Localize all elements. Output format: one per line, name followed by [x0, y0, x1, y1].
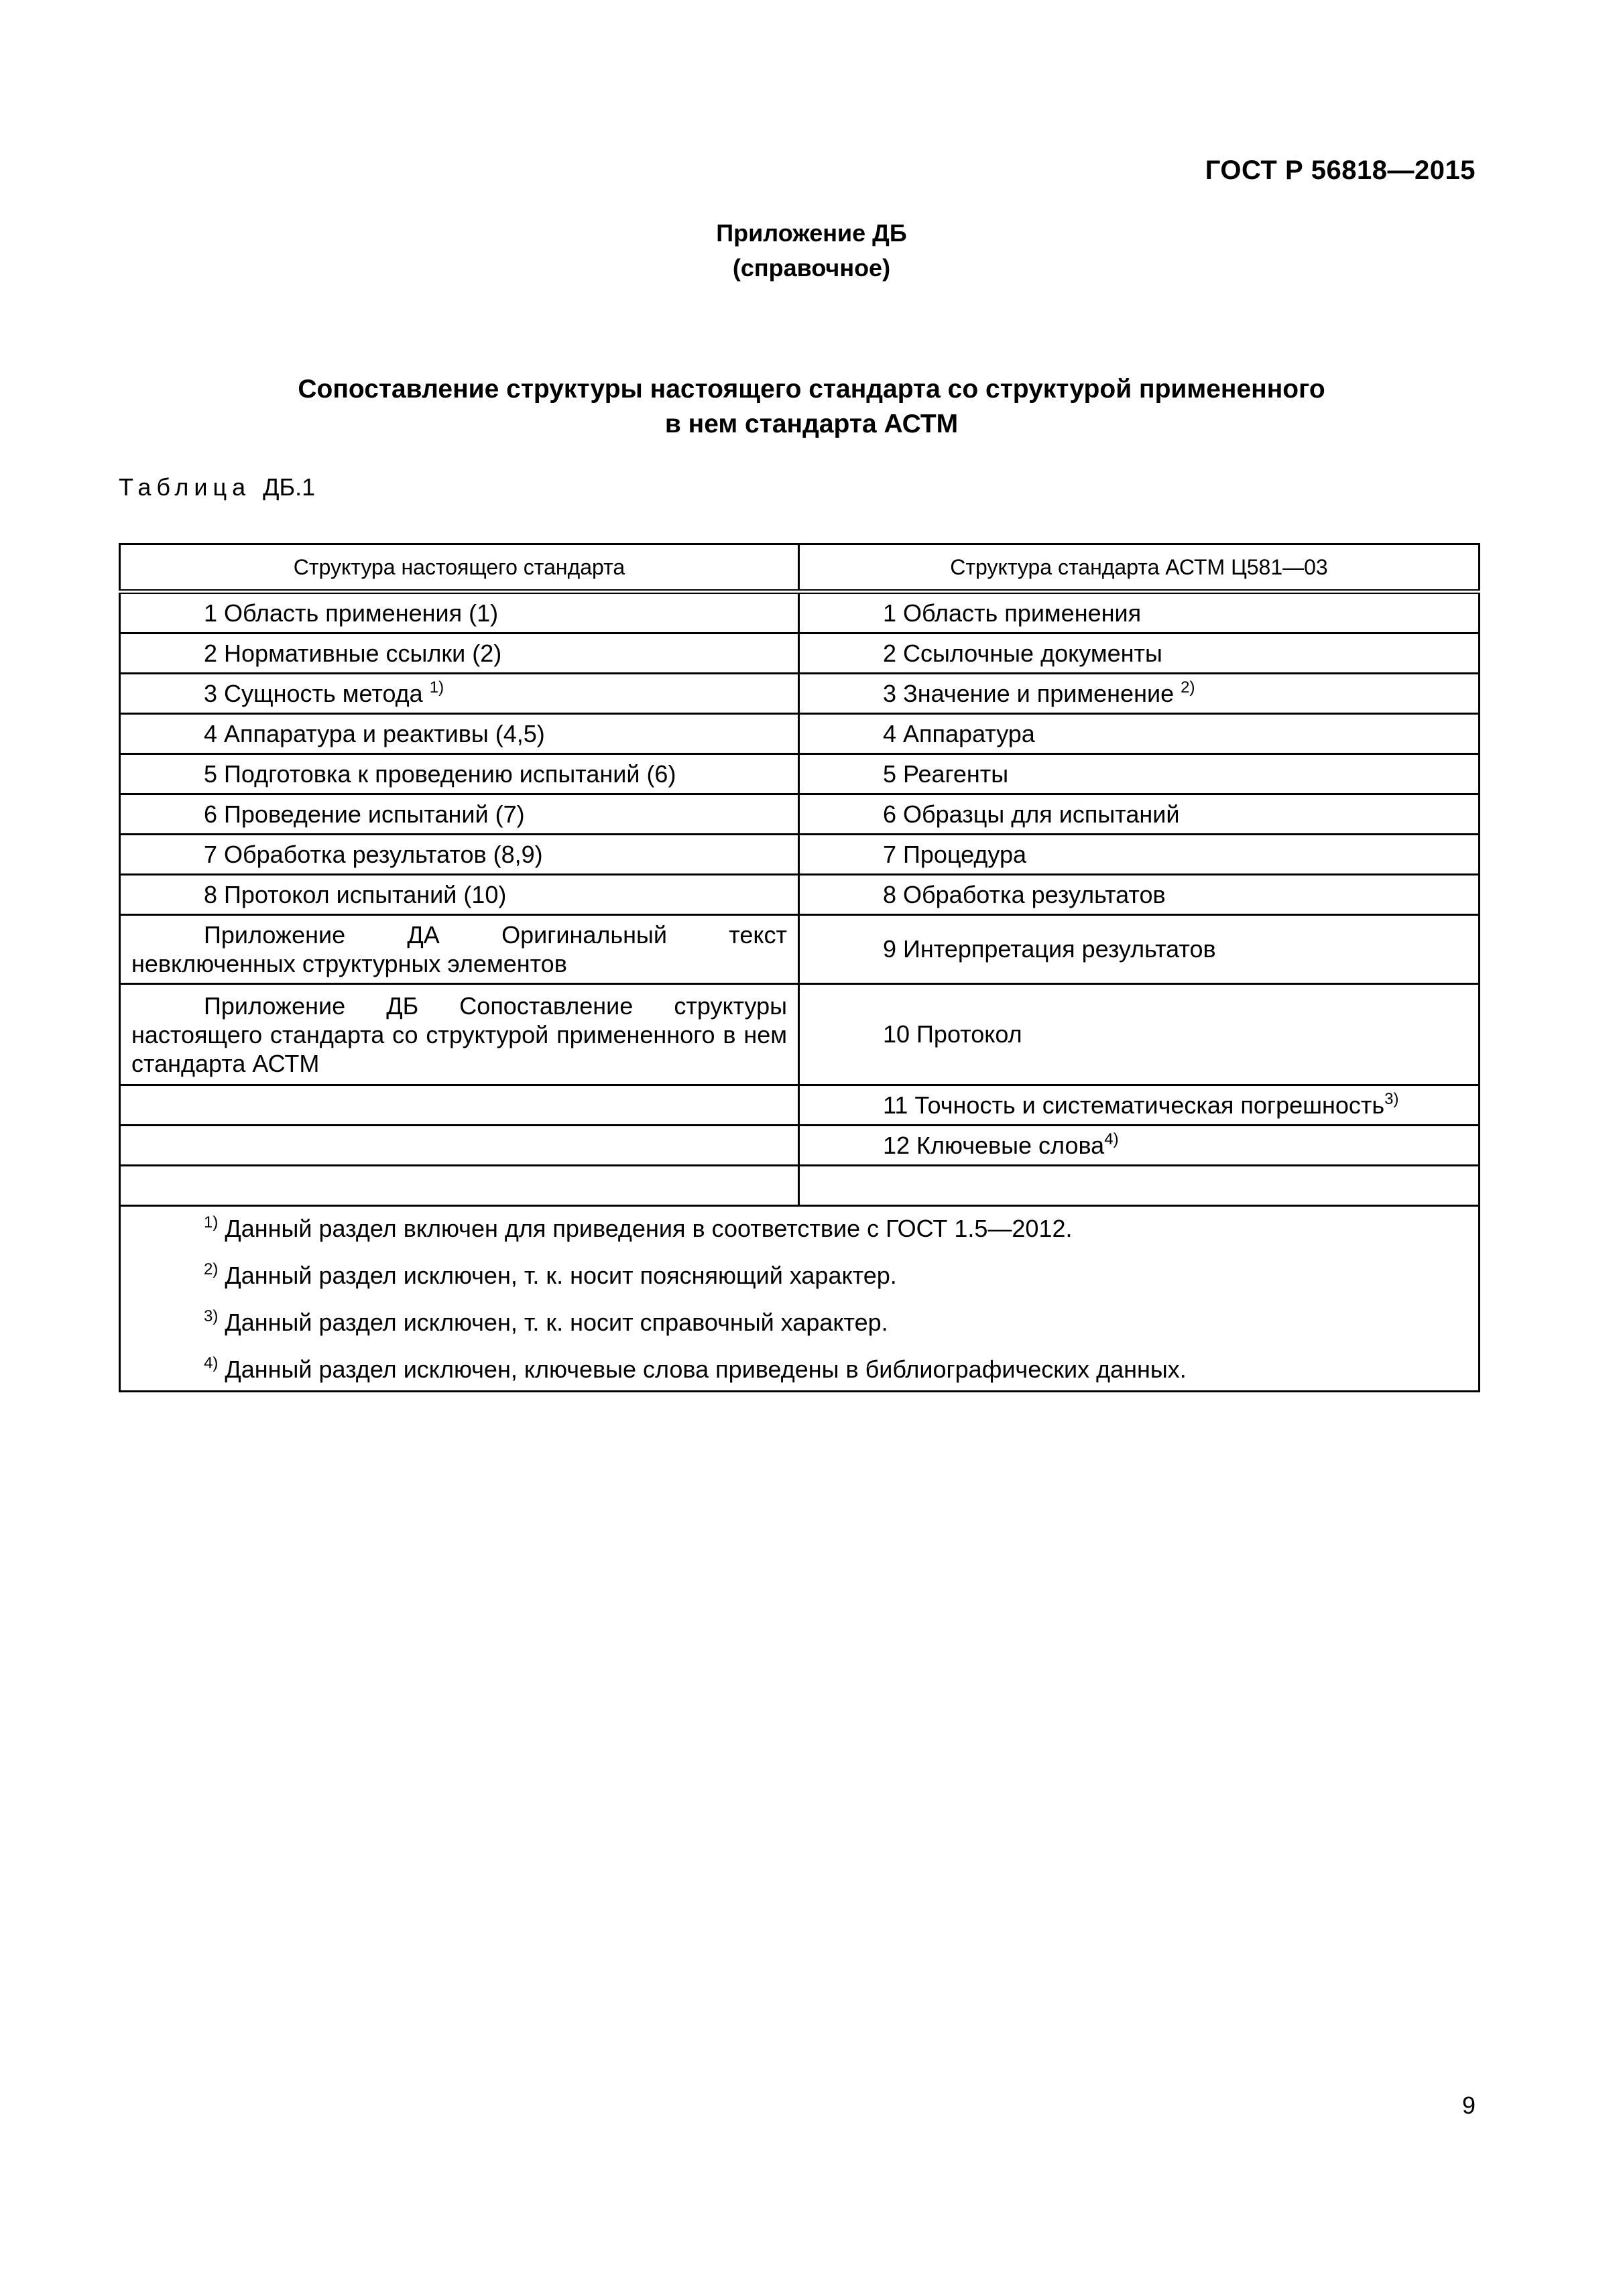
cell-text: 5 Подготовка к проведению испытаний (6) — [204, 760, 676, 788]
cell-text: 2 Нормативные ссылки (2) — [204, 639, 502, 667]
right-cell — [799, 674, 1480, 714]
footnote-mark: 1) — [429, 678, 444, 697]
cell-text: 3 Сущность метода — [204, 679, 430, 707]
table-row — [120, 592, 1480, 633]
header-cell-astm-standard: Структура стандарта АСТМ Ц581—03 — [799, 544, 1480, 592]
footnote-mark: 4) — [1104, 1130, 1119, 1148]
cell-text: 4 Аппаратура и реактивы (4,5) — [204, 719, 545, 747]
cell-text: 3 Значение и применение — [883, 679, 1181, 707]
cell-text: Приложение ДБ Сопоставление структуры настоящего стандарта со структурой примененного в нем стандарта АСТМ — [131, 991, 787, 1077]
table-row — [120, 633, 1480, 674]
footnote-text: Данный раздел исключен, ключевые слова приведены в библиографических данных. — [218, 1355, 1187, 1383]
right-cell — [799, 835, 1480, 875]
section-title — [0, 372, 1623, 442]
section-title-line-1: Сопоставление структуры настоящего стандарта со структурой примененного — [298, 375, 1325, 404]
comparison-table — [119, 543, 1480, 1392]
footnote-mark: 4) — [204, 1354, 219, 1372]
cell-text: 2 Ссылочные документы — [883, 639, 1162, 667]
left-cell — [120, 984, 799, 1085]
right-cell — [799, 915, 1480, 984]
left-cell — [120, 875, 799, 915]
right-cell — [799, 794, 1480, 835]
footnote-mark: 3) — [204, 1307, 219, 1325]
document-code: ГОСТ Р 56818—2015 — [1205, 156, 1476, 185]
header-cell-this-standard: Структура настоящего стандарта — [120, 544, 799, 592]
left-cell — [120, 674, 799, 714]
table-caption — [119, 473, 315, 501]
cell-text: 7 Обработка результатов (8,9) — [204, 840, 543, 868]
right-cell — [799, 714, 1480, 754]
left-cell — [120, 794, 799, 835]
table-row — [120, 674, 1480, 714]
left-cell — [120, 835, 799, 875]
right-cell — [799, 984, 1480, 1085]
right-cell — [799, 1166, 1480, 1206]
right-cell — [799, 1085, 1480, 1126]
left-cell — [120, 754, 799, 794]
table-row — [120, 754, 1480, 794]
cell-text: 11 Точность и систематическая погрешность — [883, 1091, 1385, 1119]
footnote-text: Данный раздел исключен, т. к. носит поясняющий характер. — [218, 1262, 897, 1289]
cell-text: 9 Интерпретация результатов — [883, 935, 1216, 963]
table-row — [120, 875, 1480, 915]
footnote — [204, 1309, 1467, 1337]
cell-text: 4 Аппаратура — [883, 719, 1035, 747]
cell-text: 10 Протокол — [883, 1020, 1022, 1048]
right-cell — [799, 592, 1480, 633]
cell-text: 12 Ключевые слова — [883, 1131, 1105, 1159]
left-cell — [120, 1166, 799, 1206]
table-row — [120, 794, 1480, 835]
right-cell — [799, 875, 1480, 915]
cell-text: 1 Область применения — [883, 599, 1142, 627]
footnote-text: Данный раздел исключен, т. к. носит справочный характер. — [218, 1309, 888, 1336]
cell-text: 5 Реагенты — [883, 760, 1009, 788]
table-row — [120, 984, 1480, 1085]
table-row — [120, 915, 1480, 984]
cell-text: 8 Обработка результатов — [883, 880, 1166, 908]
table-caption-number: ДБ.1 — [263, 473, 316, 501]
appendix-subtitle: (справочное) — [732, 254, 891, 282]
cell-text: 6 Образцы для испытаний — [883, 800, 1180, 828]
footnote — [204, 1262, 1467, 1290]
left-cell — [120, 633, 799, 674]
left-cell — [120, 1126, 799, 1166]
table-row — [120, 714, 1480, 754]
cell-text: 1 Область применения (1) — [204, 599, 499, 627]
table-row — [120, 1126, 1480, 1166]
table-row — [120, 1085, 1480, 1126]
left-cell — [120, 915, 799, 984]
right-cell — [799, 754, 1480, 794]
cell-text: Приложение ДА Оригинальный текст невключенных структурных элементов — [131, 921, 787, 977]
cell-text: 7 Процедура — [883, 840, 1027, 868]
section-title-line-2: в нем стандарта АСТМ — [664, 410, 959, 438]
footnotes-cell — [120, 1206, 1480, 1392]
footnote-text: Данный раздел включен для приведения в соответствие с ГОСТ 1.5—2012. — [218, 1215, 1073, 1242]
left-cell — [120, 592, 799, 633]
left-cell — [120, 714, 799, 754]
table-caption-word: Таблица — [119, 473, 251, 501]
left-cell — [120, 1085, 799, 1126]
cell-text: 6 Проведение испытаний (7) — [204, 800, 525, 828]
footnote — [204, 1355, 1467, 1384]
footnote-mark: 1) — [204, 1213, 219, 1231]
page-number: 9 — [1461, 2092, 1476, 2119]
appendix-title: Приложение ДБ — [716, 219, 907, 247]
right-cell — [799, 1126, 1480, 1166]
right-cell — [799, 633, 1480, 674]
cell-text: 8 Протокол испытаний (10) — [204, 880, 507, 908]
footnote-mark: 2) — [204, 1260, 219, 1278]
table-header-row — [120, 544, 1480, 592]
table-notes-row — [120, 1206, 1480, 1392]
footnote — [204, 1215, 1467, 1243]
table-row — [120, 835, 1480, 875]
appendix-heading — [0, 216, 1623, 286]
footnote-mark: 2) — [1181, 678, 1195, 697]
footnote-mark: 3) — [1384, 1089, 1399, 1108]
table-row — [120, 1166, 1480, 1206]
